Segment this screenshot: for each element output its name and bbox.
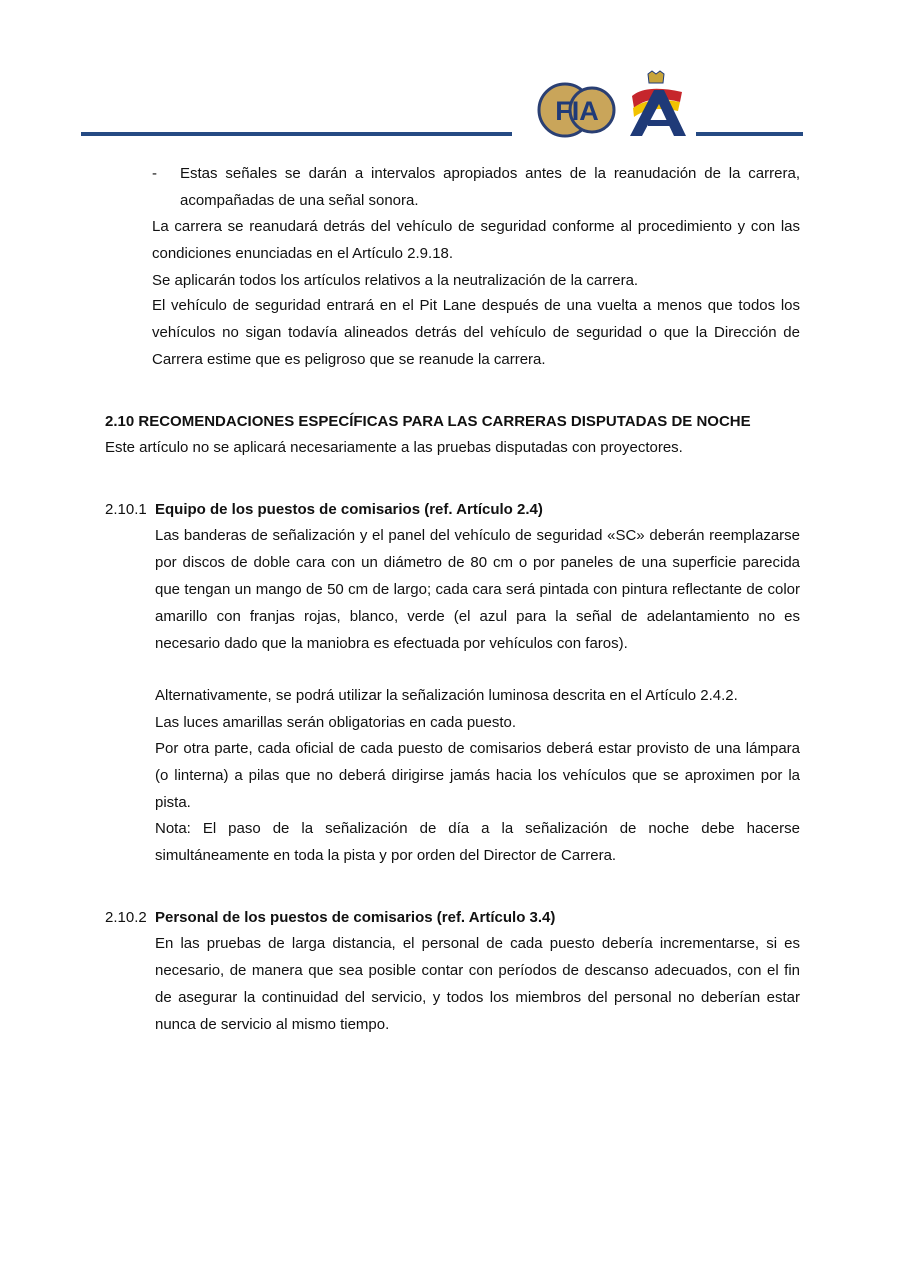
paragraph: El vehículo de seguridad entrará en el Pit Lane después de una vuelta a menos que todos los vehículos no sigan todavía alineados detrás del vehículo de seguridad o que la Dirección de Carrera estime que es peligroso que se reanude la carrera. xyxy=(152,297,800,368)
paragraph: Nota: El paso de la señalización de día a la señalización de noche debe hacerse simultáneamente en toda la pista y por orden del Director de Carrera. xyxy=(155,820,800,864)
paragraph: Las banderas de señalización y el panel del vehículo de seguridad «SC» deberán reemplazarse por discos de doble cara con un diámetro de 80 cm o por paneles de una superficie parecida que tengan un mango de 50 cm de largo; cada cara será pintada con pintura reflectante de color amarillo con franjas rojas, blanco, verde (el azul para la señal de adelantamiento no es necesario dado que la maniobra es efectuada por vehículos con faros). xyxy=(155,527,800,652)
bullet-text: Estas señales se darán a intervalos apropiados antes de la reanudación de la carrera, acompañadas de una señal sonora. xyxy=(180,165,800,209)
subsection-title: Equipo de los puestos de comisarios (ref. Artículo 2.4) xyxy=(155,501,543,518)
subsection-number: 2.10.2 xyxy=(105,909,147,926)
fia-logo-text: FIA xyxy=(555,96,599,126)
paragraph: En las pruebas de larga distancia, el personal de cada puesto debería incrementarse, si es necesario, de manera que sea posible contar con períodos de descanso adecuados, con el fin de asegurar la continuidad del servicio, y todos los miembros del personal no deberían estar nunca de servicio al mismo tiempo. xyxy=(155,935,800,1033)
paragraph: Por otra parte, cada oficial de cada puesto de comisarios deberá estar provisto de una lámpara (o linterna) a pilas que no deberá dirigirse jamás hacia los vehículos que se aproximen por la pista. xyxy=(155,740,800,811)
fia-logo xyxy=(537,82,617,138)
subsection-number: 2.10.1 xyxy=(105,501,147,518)
section-intro: Este artículo no se aplicará necesariamente a las pruebas disputadas con proyectores. xyxy=(105,439,683,456)
section-heading: 2.10 RECOMENDACIONES ESPECÍFICAS PARA LAS CARRERAS DISPUTADAS DE NOCHE xyxy=(105,413,751,430)
rfeda-logo xyxy=(624,70,690,138)
header-rule-left xyxy=(81,132,512,136)
header-rule-right xyxy=(696,132,803,136)
bullet-marker: - xyxy=(152,165,157,182)
paragraph: Las luces amarillas serán obligatorias en cada puesto. xyxy=(155,714,517,731)
paragraph: La carrera se reanudará detrás del vehículo de seguridad conforme al procedimiento y con las condiciones enunciadas en el Artículo 2.9.18. xyxy=(152,218,800,262)
subsection-title: Personal de los puestos de comisarios (ref. Artículo 3.4) xyxy=(155,909,556,926)
paragraph: Se aplicarán todos los artículos relativos a la neutralización de la carrera. xyxy=(152,272,639,289)
paragraph: Alternativamente, se podrá utilizar la señalización luminosa descrita en el Artículo 2.4.2. xyxy=(155,687,738,704)
